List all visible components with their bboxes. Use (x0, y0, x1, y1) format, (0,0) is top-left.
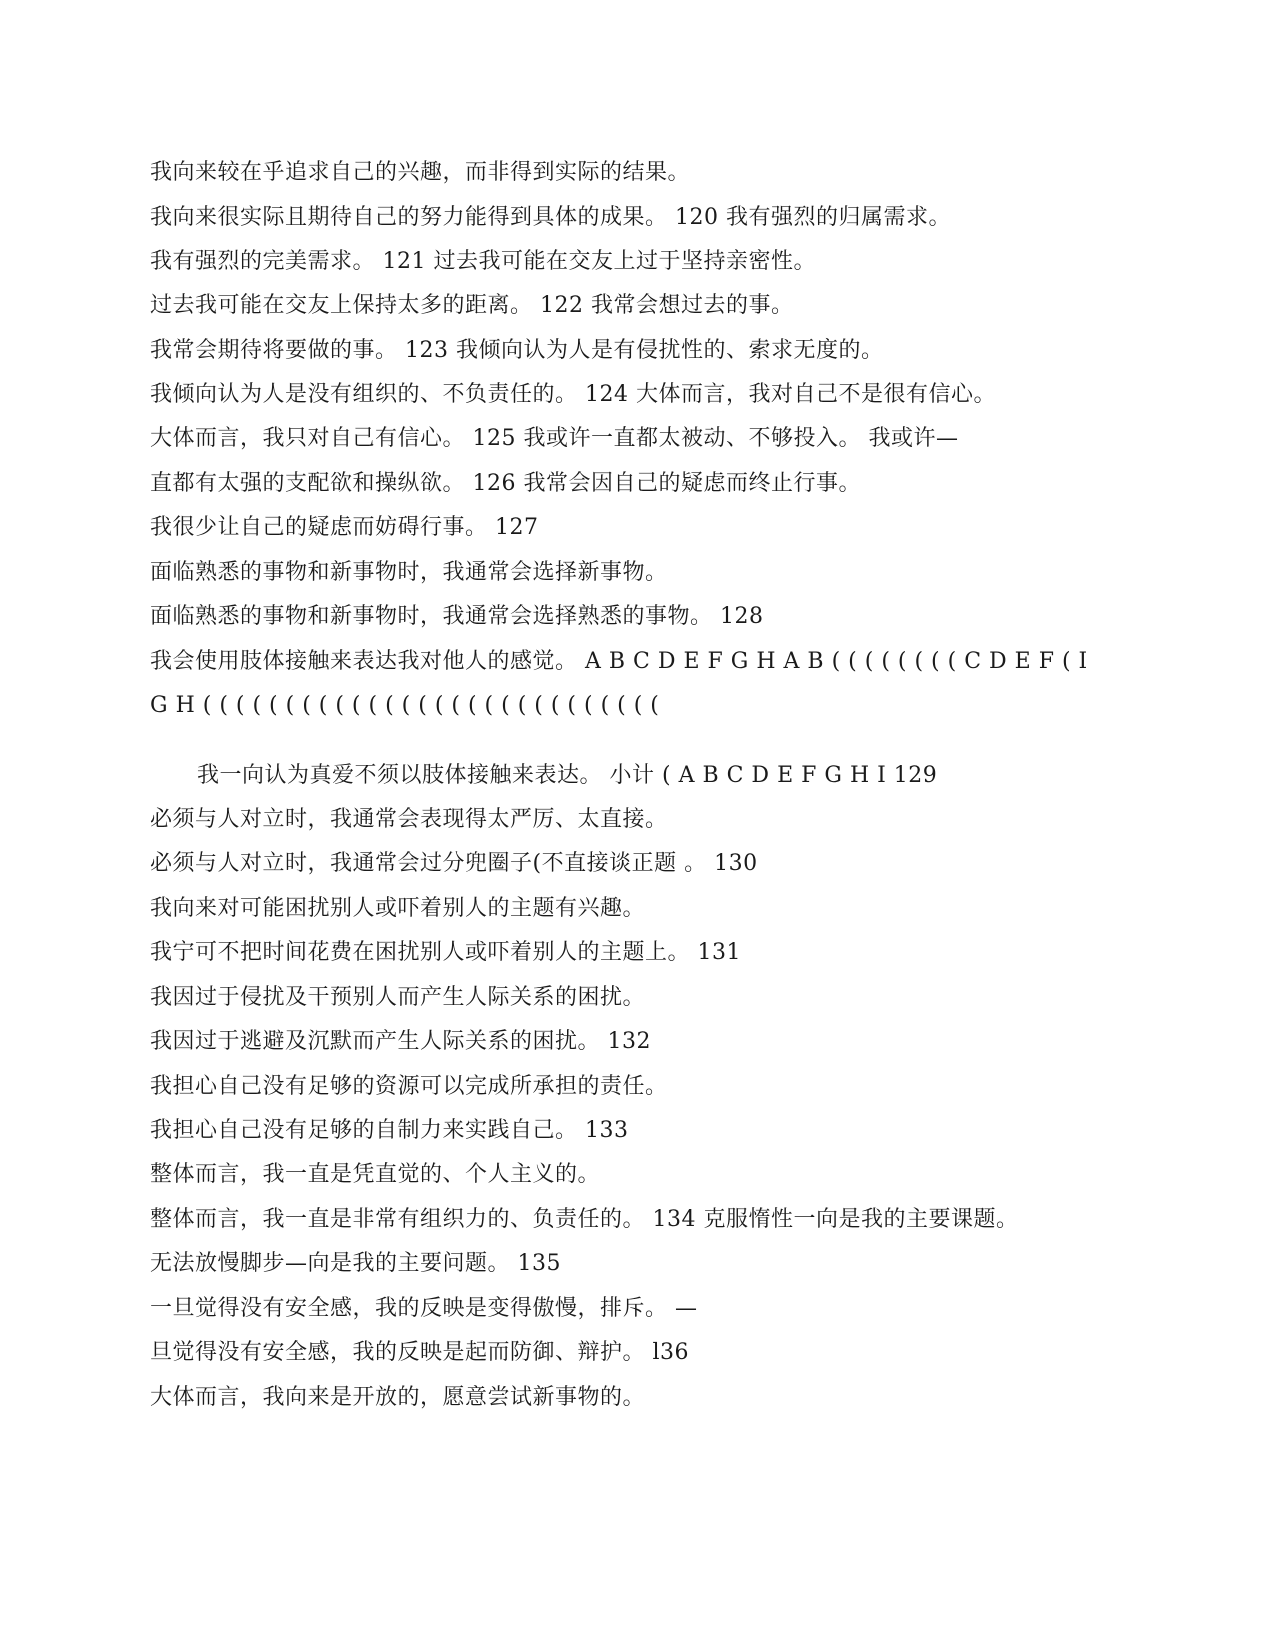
text-line: 旦觉得没有安全感，我的反映是起而防御、辩护。 l36 (150, 1340, 690, 1365)
text-line: 我担心自己没有足够的资源可以完成所承担的责任。 (150, 1074, 668, 1099)
text-line: 大体而言，我向来是开放的，愿意尝试新事物的。 (150, 1385, 646, 1410)
text-line: 整体而言，我一直是凭直觉的、个人主义的。 (150, 1162, 601, 1187)
text-line: 我常会期待将要做的事。 123 我倾向认为人是有侵扰性的、索求无度的。 (150, 338, 884, 363)
text-line: 我一向认为真爱不须以肢体接触来表达。 小计 ( A B C D E F G H I 129 (197, 763, 938, 788)
text-line: 我因过于侵扰及干预别人而产生人际关系的困扰。 (150, 985, 646, 1010)
text-line: 我很少让自己的疑虑而妨碍行事。 127 (150, 515, 539, 540)
text-line: 我担心自己没有足够的自制力来实践自己。 133 (150, 1118, 629, 1143)
text-line: 我向来较在乎追求自己的兴趣，而非得到实际的结果。 (150, 160, 691, 185)
text-line: 我会使用肢体接触来表达我对他人的感觉。 A B C D E F G H A B ( ( ( ( ( ( ( ( C D E F ( I (150, 649, 1088, 674)
text-line: 我有强烈的完美需求。 121 过去我可能在交友上过于坚持亲密性。 (150, 249, 816, 274)
text-line: 面临熟悉的事物和新事物时，我通常会选择新事物。 (150, 560, 668, 585)
text-line: 我向来很实际且期待自己的努力能得到具体的成果。 120 我有强烈的归属需求。 (150, 205, 951, 230)
text-line: 面临熟悉的事物和新事物时，我通常会选择熟悉的事物。 128 (150, 604, 764, 629)
text-line: 我倾向认为人是没有组织的、不负责任的。 124 大体而言，我对自己不是很有信心。 (150, 382, 996, 407)
text-line: 必须与人对立时，我通常会过分兜圈子(不直接谈正题 。 130 (150, 851, 758, 876)
text-line: 过去我可能在交友上保持太多的距离。 122 我常会想过去的事。 (150, 293, 794, 318)
text-line: 整体而言，我一直是非常有组织力的、负责任的。 134 克服惰性一向是我的主要课题。 (150, 1207, 1019, 1232)
text-line: 我向来对可能困扰别人或吓着别人的主题有兴趣。 (150, 896, 646, 921)
text-line: 无法放慢脚步—向是我的主要问题。 135 (150, 1251, 561, 1276)
text-line: 一旦觉得没有安全感，我的反映是变得傲慢，排斥。 — (150, 1296, 698, 1321)
text-line: 必须与人对立时，我通常会表现得太严厉、太直接。 (150, 807, 668, 832)
text-line: 我宁可不把时间花费在困扰别人或吓着别人的主题上。 131 (150, 940, 741, 965)
text-line: 大体而言，我只对自己有信心。 125 我或许一直都太被动、不够投入。 我或许— (150, 426, 959, 451)
text-line: 我因过于逃避及沉默而产生人际关系的困扰。 132 (150, 1029, 651, 1054)
text-line: 直都有太强的支配欲和操纵欲。 126 我常会因自己的疑虑而终止行事。 (150, 471, 861, 496)
text-line: G H ( ( ( ( ( ( ( ( ( ( ( ( ( ( ( ( ( ( ( ( ( ( ( ( ( ( ( ( (150, 693, 660, 718)
